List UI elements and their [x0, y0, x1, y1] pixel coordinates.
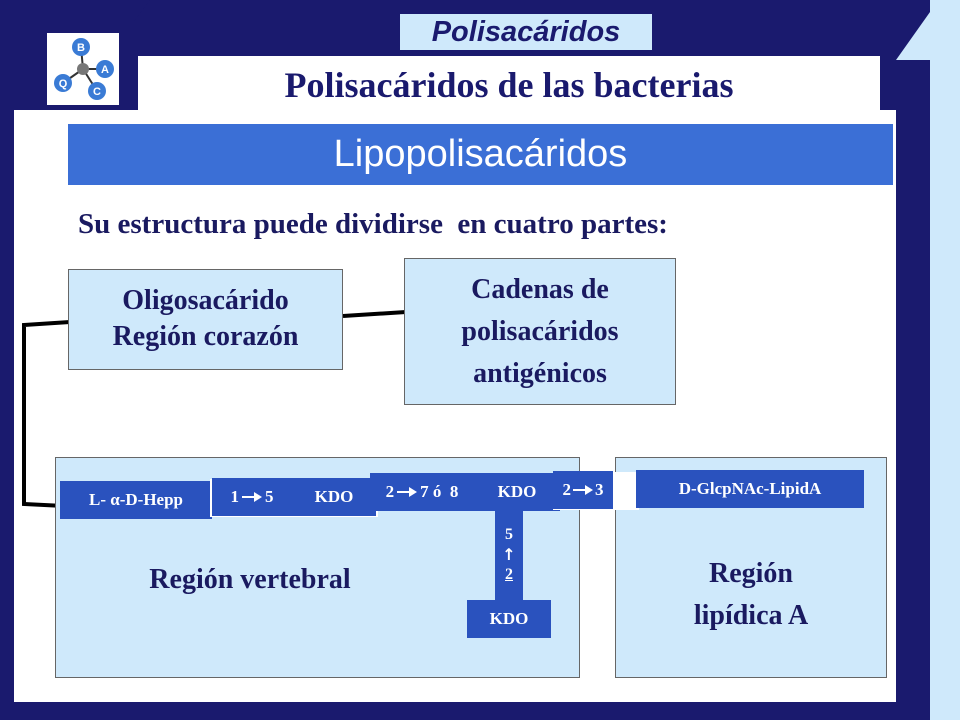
- link3-tag: [553, 471, 613, 509]
- logo-letter-q: Q: [58, 78, 68, 90]
- kdo1-tag: [292, 478, 376, 516]
- link3-to: 3: [595, 480, 604, 499]
- link2-from: 2: [385, 482, 395, 501]
- arrow-right-icon: [242, 491, 262, 503]
- branch-link-tag: [495, 510, 523, 600]
- kdo2-label: KDO: [497, 482, 537, 501]
- small-title: Polisacáridos: [400, 14, 652, 50]
- kdo1-label: KDO: [314, 487, 354, 506]
- logo-letter-a: A: [101, 64, 109, 76]
- antigenic-chains-box: [404, 258, 676, 405]
- link2-to: 7 ó 8: [420, 482, 459, 501]
- cadenas-line2: polisacáridos: [461, 316, 619, 347]
- lipid-label: D-GlcpNAc-LipidA: [678, 479, 822, 498]
- lipid-tag: [636, 470, 864, 508]
- lipid-region-line2: lipídica A: [693, 600, 809, 631]
- arrow-right-icon: [397, 486, 417, 498]
- oligo-line1: Oligosacárido: [122, 285, 289, 316]
- link1-from: 1: [230, 487, 239, 506]
- intro-text: Su estructura puede dividirse en cuatro partes:: [78, 208, 668, 240]
- cadenas-line3: antigénicos: [473, 358, 607, 389]
- arrow-up-icon: ↑: [502, 545, 516, 564]
- branch-bottom: 2: [505, 566, 513, 583]
- kdo3-tag: [467, 600, 551, 638]
- link3-from: 2: [562, 480, 571, 499]
- logo-letter-b: B: [77, 42, 85, 54]
- kdo2-tag: [474, 473, 560, 511]
- hepp-tag: [60, 481, 212, 519]
- cadenas-line1: Cadenas de: [471, 274, 609, 305]
- oligosaccharide-box: [68, 269, 343, 370]
- section-title: Lipopolisacáridos: [333, 133, 628, 175]
- link1-tag: [212, 478, 292, 516]
- vertebral-region-label: Región vertebral: [149, 564, 351, 595]
- main-title: Polisacáridos de las bacterias: [284, 65, 734, 105]
- hepp-label: L- α-D-Hepp: [88, 490, 183, 509]
- link2-tag: [370, 473, 474, 511]
- branch-top: 5: [505, 526, 513, 543]
- link1-to: 5: [265, 487, 274, 506]
- lipid-region-line1: Región: [709, 558, 793, 589]
- oligo-line2: Región corazón: [112, 321, 299, 352]
- kdo3-label: KDO: [489, 609, 529, 628]
- arrow-right-icon: [573, 484, 593, 496]
- logo-letter-c: C: [93, 86, 101, 98]
